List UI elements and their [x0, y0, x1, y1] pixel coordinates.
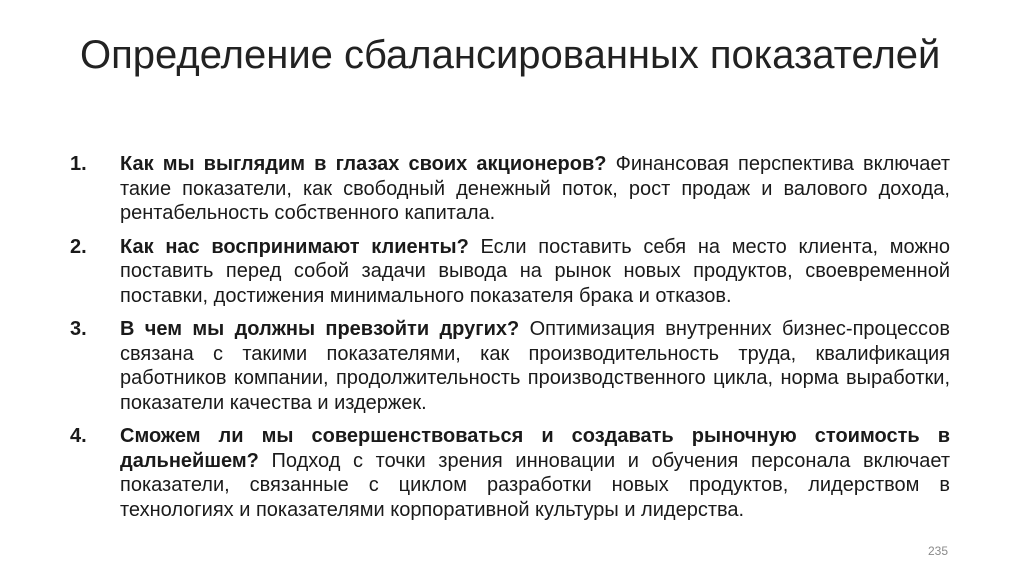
item-body — [120, 424, 950, 522]
item-number: 4. — [70, 425, 87, 447]
item-number: 2. — [70, 235, 87, 258]
item-number: 1. — [70, 153, 87, 175]
item-number: 3. — [70, 318, 87, 340]
item-question: Сможем ли мы совершенствоваться и создавать рыночную стоимость в дальнейшем? — [120, 425, 950, 472]
item-description: Оптимизация внутренних бизнес-процессов связана с такими показателями, как производительность труда, квалификация работников компании, продолжительность производственного цикла, норма выработки, показатели качества и издержек. — [120, 318, 950, 414]
item-description: Если поставить себя на место клиента, можно поставить перед собой задачи вывода на рынок новых продуктов, своевременной поставки, достижения минимального показателя брака и отказов. — [120, 235, 950, 307]
list-item-1 — [70, 152, 950, 226]
item-body — [120, 152, 950, 226]
list-item-3 — [70, 317, 950, 415]
page-number: 235 — [927, 544, 948, 558]
item-description: Подход с точки зрения инновации и обучения персонала включает показатели, связанные с циклом разработки новых продуктов, лидерством в технологиях и показателями корпоративной культуры и лидерства. — [120, 449, 950, 521]
list-item-4 — [70, 424, 950, 522]
item-question: Как мы выглядим в глазах своих акционеров? — [120, 153, 607, 175]
item-description: Финансовая перспектива включает такие показатели, как свободный денежный поток, рост продаж и валового дохода, рентабельность собственного капитала. — [120, 153, 950, 224]
list-item-2 — [70, 235, 950, 309]
item-body — [120, 317, 950, 415]
item-body — [120, 235, 950, 309]
item-question: Как нас воспринимают клиенты? — [120, 235, 469, 258]
item-question: В чем мы должны превзойти других? — [120, 318, 520, 340]
numbered-list — [70, 152, 950, 531]
slide-title: Определение сбалансированных показателей — [80, 33, 941, 77]
